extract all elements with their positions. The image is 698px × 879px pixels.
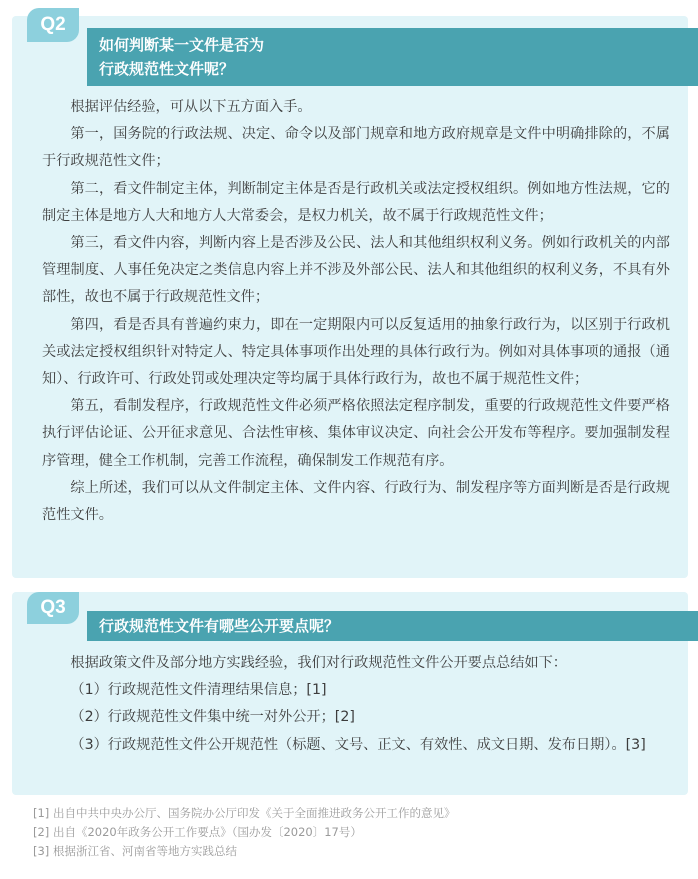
- q3-paragraph: 根据政策文件及部分地方实践经验，我们对行政规范性文件公开要点总结如下：: [70, 655, 567, 671]
- q2-paragraph: 第五，看制发程序，行政规范性文件必须严格依照法定程序制发，重要的行政规范性文件要严格执行评估论证、公开征求意见、合法性审核、集体审议决定、向社会公开发布等程序。要加强制发程序管理，健全工作机制，完善工作流程，确保制发工作规范有序。: [42, 398, 670, 469]
- q3-paragraph: （2）行政规范性文件集中统一对外公开；[2]: [70, 709, 355, 726]
- q2-body: [42, 94, 670, 529]
- q2-paragraph: 第三，看文件内容，判断内容上是否涉及公民、法人和其他组织权利义务。例如行政机关的内部管理制度、人事任免决定之类信息内容上并不涉及外部公民、法人和其他组织的权利义务，不具有外部性，故也不属于行政规范性文件；: [42, 235, 670, 306]
- q3-title: 行政规范性文件有哪些公开要点呢？: [99, 617, 340, 635]
- q2-paragraph: 第一，国务院的行政法规、决定、命令以及部门规章和地方政府规章是文件中明确排除的，不属于行政规范性文件；: [42, 126, 670, 170]
- q3-badge: Q3: [27, 592, 79, 624]
- q2-title-line-1: 如何判断某一文件是否为: [99, 36, 265, 54]
- q3-title-bar: [87, 611, 698, 641]
- footnote: [2] 出自《2020年政务公开工作要点》（国办发〔2020〕17号）: [33, 825, 362, 839]
- q2-paragraph: 综上所述，我们可以从文件制定主体、文件内容、行政行为、制发程序等方面判断是否是行政规范性文件。: [42, 479, 670, 524]
- footnote: [3] 根据浙江省、河南省等地方实践总结: [33, 844, 237, 858]
- q3-paragraph: （3）行政规范性文件公开规范性（标题、文号、正文、有效性、成文日期、发布日期）。[3]: [70, 736, 646, 753]
- q2-title-line-2: 行政规范性文件呢？: [99, 60, 235, 78]
- footnotes: [33, 804, 455, 861]
- q2-paragraph: 根据评估经验，可从以下五方面入手。: [70, 99, 312, 115]
- q2-paragraph: 第四，看是否具有普遍约束力，即在一定期限内可以反复适用的抽象行政行为，以区别于行政机关或法定授权组织针对特定人、特定具体事项作出处理的具体行政行为。例如对具体事项的通报（通知）、行政许可、行政处罚或处理决定等均属于具体行政行为，故也不属于规范性文件；: [42, 316, 670, 388]
- q3-paragraph: （1）行政规范性文件清理结果信息；[1]: [70, 682, 327, 699]
- q2-paragraph: 第二，看文件制定主体，判断制定主体是否是行政机关或法定授权组织。例如地方性法规，它的制定主体是地方人大和地方人大常委会，是权力机关，故不属于行政规范性文件；: [42, 180, 670, 224]
- q2-title-bar: [87, 28, 698, 86]
- footnote: [1] 出自中共中央办公厅、国务院办公厅印发《关于全面推进政务公开工作的意见》: [33, 806, 456, 820]
- q3-body: [42, 650, 670, 759]
- q2-badge: Q2: [27, 8, 79, 42]
